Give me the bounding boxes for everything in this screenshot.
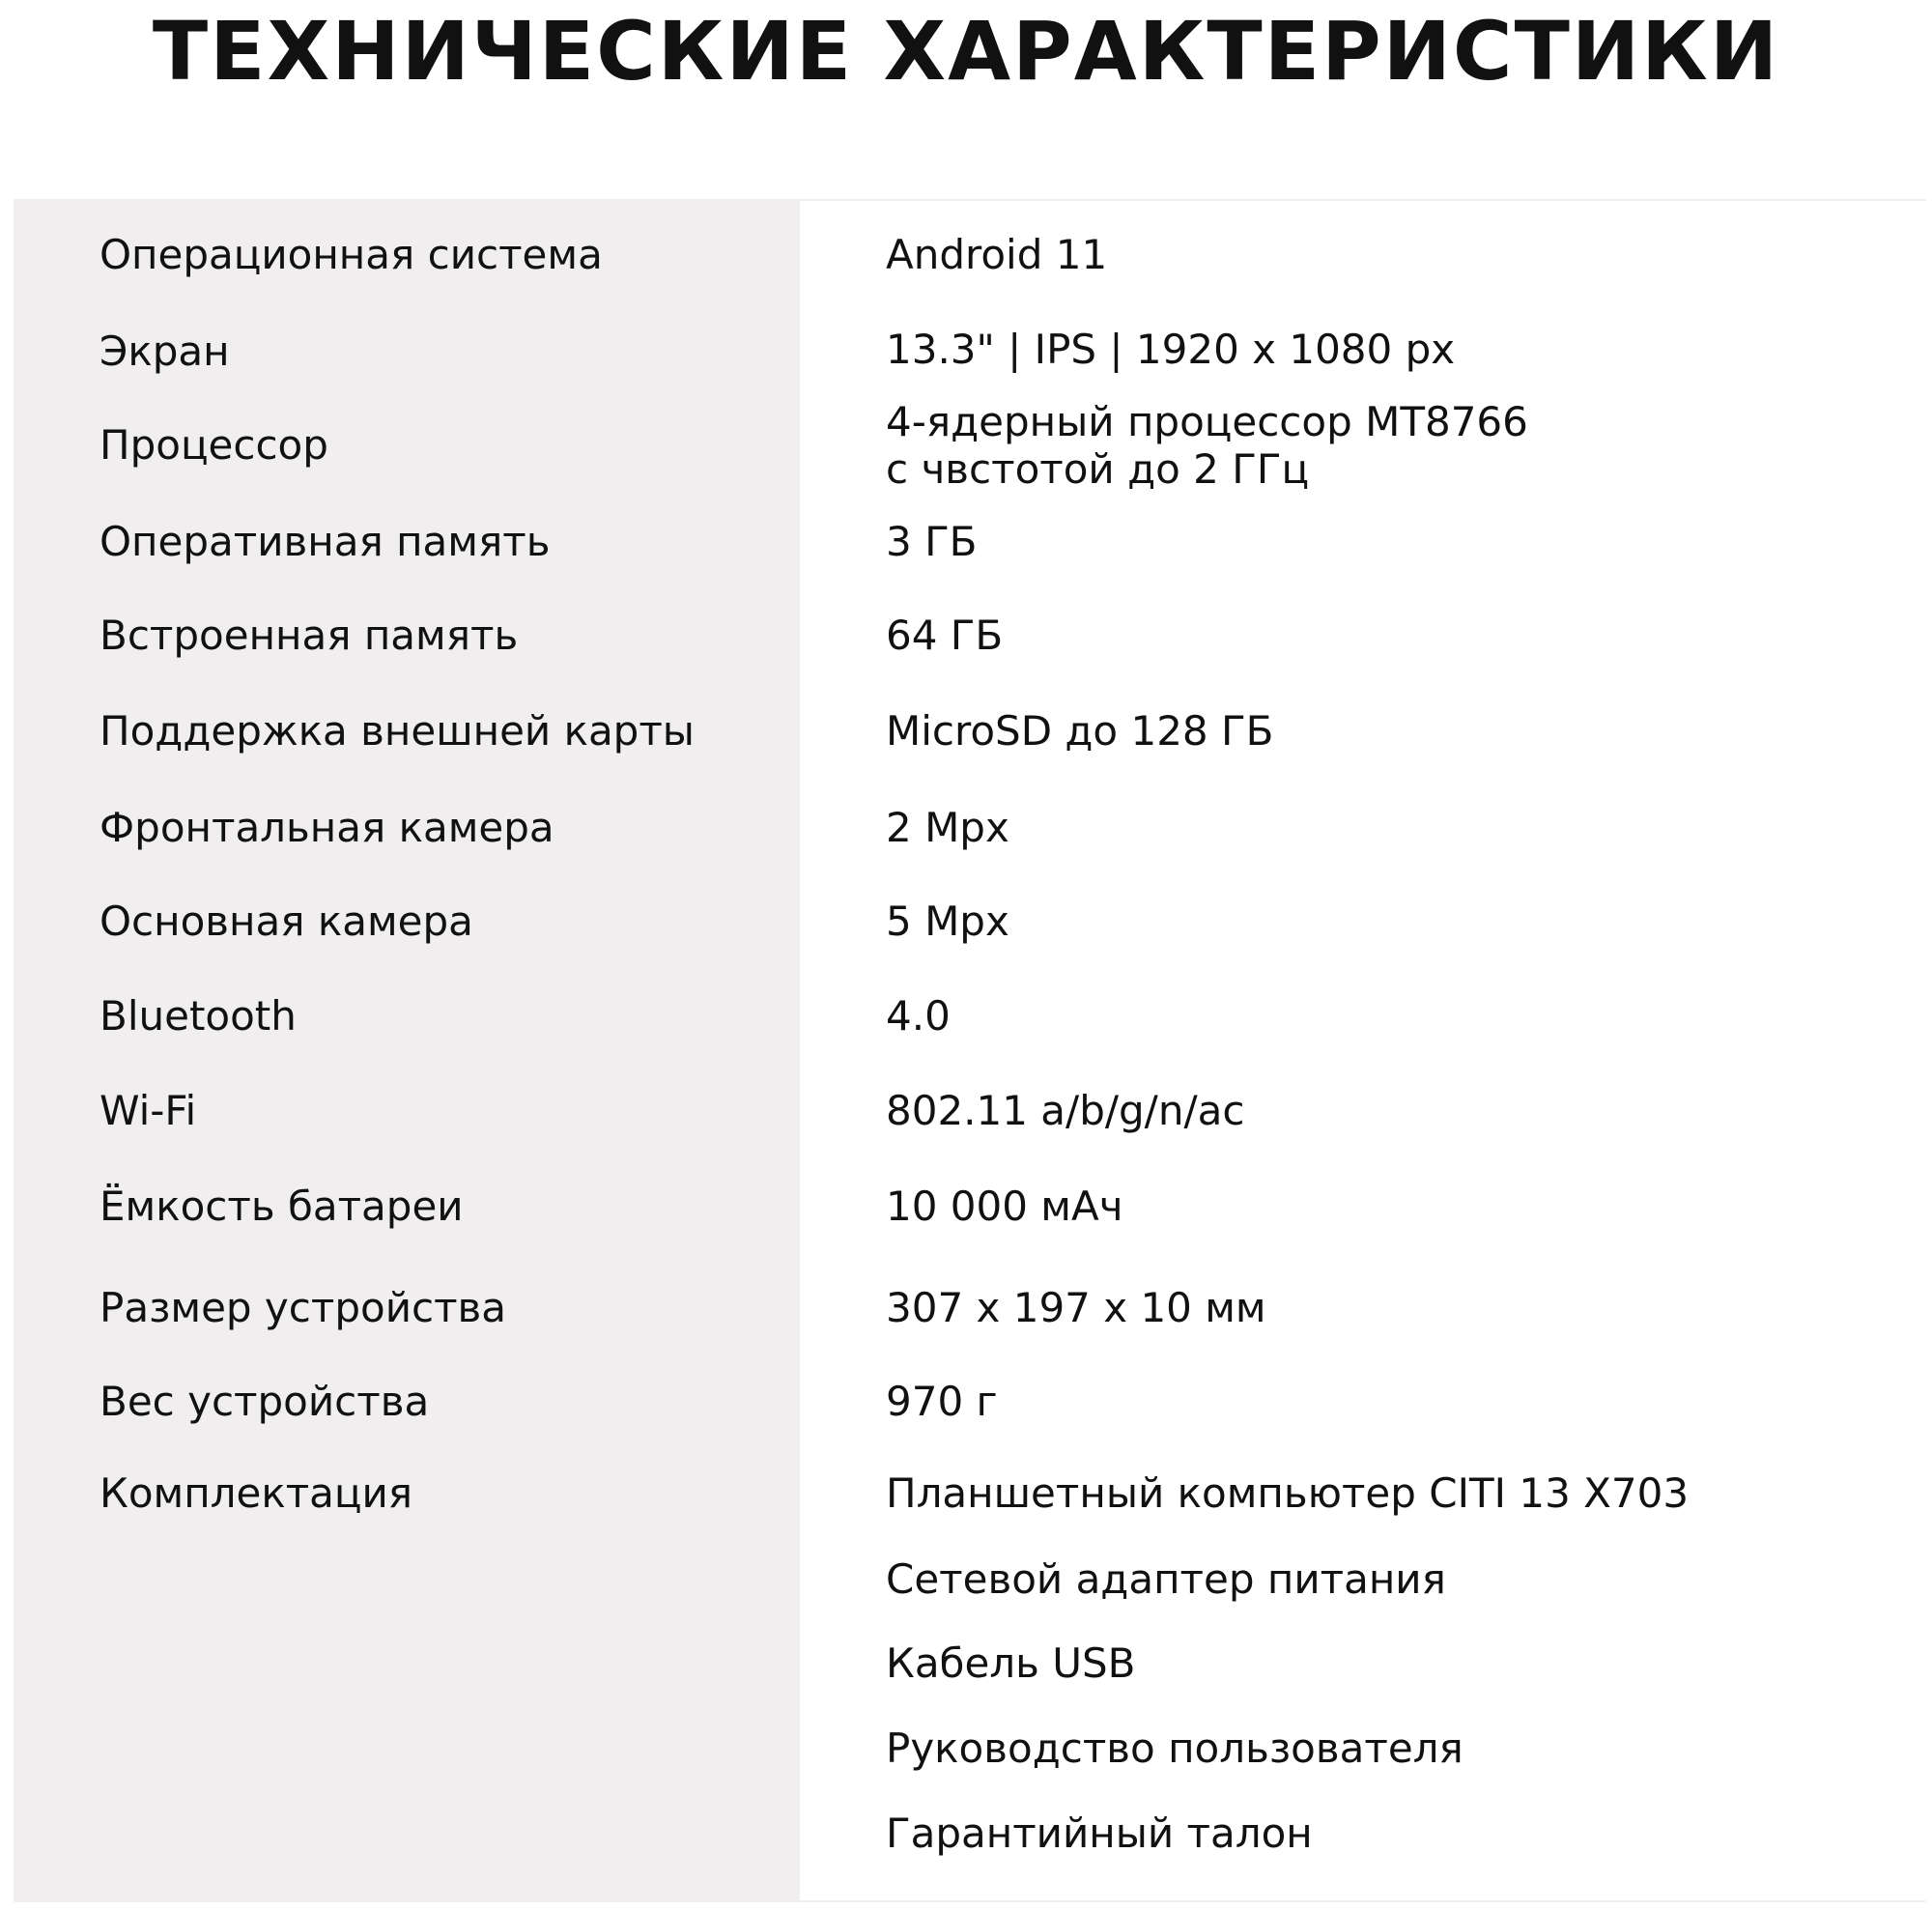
spec-value-wifi: 802.11 a/b/g/n/ac xyxy=(886,1087,1245,1134)
spec-label-weight: Вес устройства xyxy=(99,1378,430,1425)
spec-value-package-item: Руководство пользователя xyxy=(886,1725,1463,1772)
spec-value-card: MicroSD до 128 ГБ xyxy=(886,707,1274,755)
spec-label-wifi: Wi-Fi xyxy=(99,1087,197,1134)
spec-label-front-camera: Фронтальная камера xyxy=(99,804,554,851)
spec-label-screen: Экран xyxy=(99,328,230,375)
spec-value-os: Android 11 xyxy=(886,231,1108,278)
spec-value-package-item: Сетевой адаптер питания xyxy=(886,1555,1446,1603)
spec-label-dimensions: Размер устройства xyxy=(99,1284,507,1331)
spec-label-card: Поддержка внешней карты xyxy=(99,707,695,755)
spec-label-os: Операционная система xyxy=(99,231,603,278)
spec-value-dimensions: 307 x 197 x 10 мм xyxy=(886,1284,1266,1331)
spec-label-processor: Процессор xyxy=(99,421,328,469)
spec-value-main-camera: 5 Mpx xyxy=(886,898,1009,945)
spec-value-processor-line-1: 4-ядерный процессор MT8766 xyxy=(886,398,1528,445)
spec-label-battery: Ёмкость батареи xyxy=(99,1183,464,1230)
spec-value-package-item: Гарантийный талон xyxy=(886,1810,1313,1857)
spec-value-storage: 64 ГБ xyxy=(886,612,1004,659)
spec-value-weight: 970 г xyxy=(886,1378,998,1425)
spec-value-front-camera: 2 Mpx xyxy=(886,804,1009,851)
spec-value-processor-line-2: с чвстотой до 2 ГГц xyxy=(886,445,1310,493)
page-title: ТЕХНИЧЕСКИЕ ХАРАКТЕРИСТИКИ xyxy=(152,4,1780,99)
spec-label-ram: Оперативная память xyxy=(99,518,551,565)
spec-value-bluetooth: 4.0 xyxy=(886,992,951,1040)
spec-label-bluetooth: Bluetooth xyxy=(99,992,297,1040)
spec-value-screen: 13.3" | IPS | 1920 x 1080 px xyxy=(886,326,1456,373)
spec-label-storage: Встроенная память xyxy=(99,612,519,659)
spec-value-ram: 3 ГБ xyxy=(886,518,978,565)
spec-label-main-camera: Основная камера xyxy=(99,898,473,945)
spec-label-package: Комплектация xyxy=(99,1469,413,1517)
spec-value-battery: 10 000 мАч xyxy=(886,1183,1123,1230)
spec-value-package-item: Кабель USB xyxy=(886,1639,1136,1687)
spec-value-package-item: Планшетный компьютер CITI 13 X703 xyxy=(886,1469,1690,1517)
